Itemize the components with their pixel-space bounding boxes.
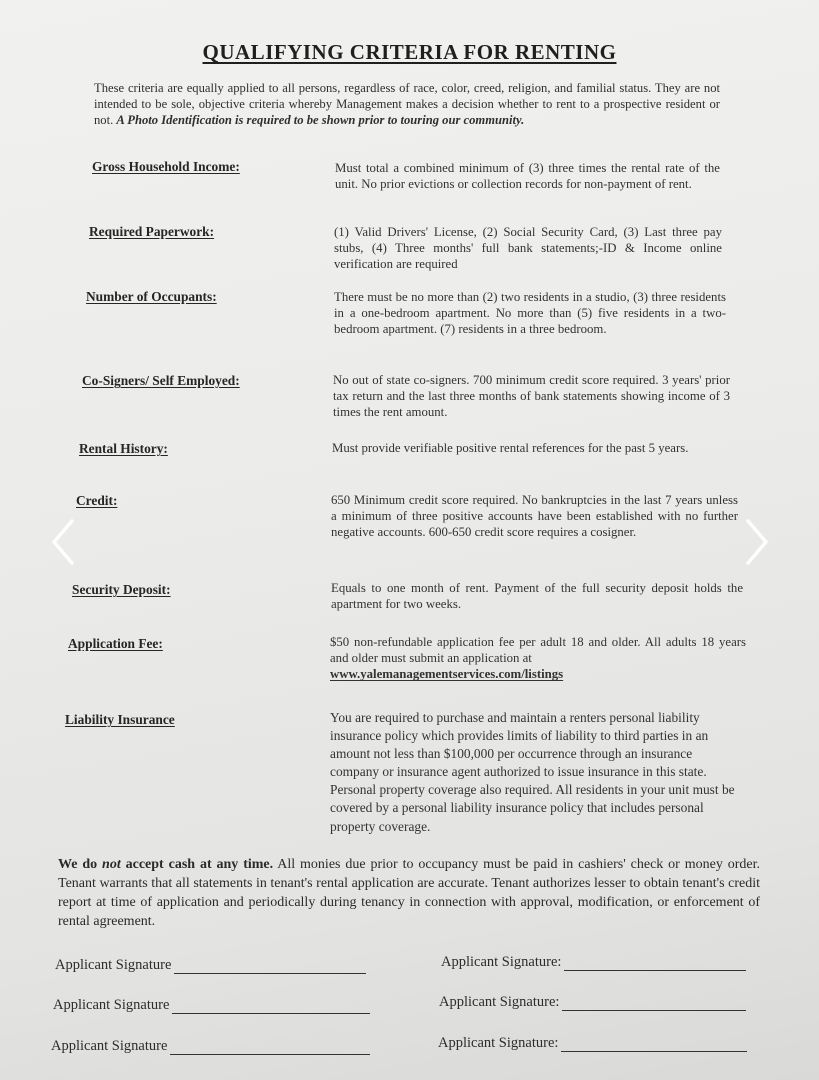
criterion-label: Number of Occupants: [86, 289, 217, 304]
signature-blank[interactable] [174, 961, 366, 974]
application-link[interactable]: www.yalemanagementservices.com/listings [330, 667, 564, 682]
next-image-button[interactable] [744, 518, 770, 566]
signature-label: Applicant Signature: [441, 954, 562, 970]
criterion-value: Must provide verifiable positive rental references for the past 5 years. [332, 441, 689, 455]
criterion-value: (1) Valid Drivers' License, (2) Social Security Card, (3) Last three pay stubs, (4) Three months' full bank statements;-ID & Income online verification are required [334, 225, 722, 272]
criterion-label: Security Deposit: [72, 582, 171, 597]
signature-label: Applicant Signature [55, 957, 172, 973]
notice-not: not [102, 857, 121, 872]
criterion-label: Application Fee: [68, 636, 163, 651]
signature-blank[interactable] [170, 1042, 370, 1055]
criterion-value: There must be no more than (2) two residents in a studio, (3) three residents in a one-bedroom apartment. No more than (5) five residents in a two-bedroom apartment. (7) residents in a three bedroom. [334, 290, 726, 337]
signature-label: Applicant Signature: [439, 994, 560, 1010]
signature-blank[interactable] [562, 998, 746, 1011]
page-title: QUALIFYING CRITERIA FOR RENTING [202, 40, 617, 64]
signature-blank[interactable] [172, 1001, 370, 1014]
signature-line[interactable] [53, 997, 370, 1014]
previous-image-button[interactable] [50, 518, 76, 566]
chevron-right-icon [744, 518, 770, 566]
signature-line[interactable] [439, 994, 746, 1011]
intro-emphasis: A Photo Identification is required to be shown prior to touring our community. [116, 113, 525, 127]
signature-label: Applicant Signature [51, 1038, 168, 1054]
criterion-value: 650 Minimum credit score required. No bankruptcies in the last 7 years unless a minimum of three positive accounts have been established with no further negative accounts. 600-650 credit score requires a cosigner. [331, 493, 738, 540]
chevron-left-icon [50, 518, 76, 566]
intro-paragraph [94, 80, 720, 128]
signature-line[interactable] [55, 957, 366, 974]
criterion-value: Equals to one month of rent. Payment of the full security deposit holds the apartment for two weeks. [331, 581, 743, 612]
criterion-value: Must total a combined minimum of (3) three times the rental rate of the unit. No prior evictions or collection records for non-payment of rent. [335, 161, 720, 192]
signature-label: Applicant Signature: [438, 1035, 559, 1051]
criterion-label: Required Paperwork: [89, 224, 215, 239]
criterion-label: Gross Household Income: [92, 159, 240, 174]
criterion-label: Liability Insurance [65, 712, 175, 727]
criterion-label: Credit: [76, 493, 118, 508]
criterion-value [330, 634, 746, 683]
signature-line[interactable] [441, 954, 746, 971]
criterion-value: No out of state co-signers. 700 minimum credit score required. 3 years' prior tax return and the last three months of bank statements showing income of 3 times the rent amount. [333, 373, 730, 420]
criterion-label: Rental History: [79, 441, 168, 456]
notice-body: All monies due prior to occupancy must be paid in cashiers' check or money order. Tenant warrants that all statements in tenant's rental application are accurate. Tenant authorizes lesser to obtain tenant's credit report at time of application and periodically during tenancy in connection with approval, modification, or enforcement of rental agreement. [58, 857, 761, 929]
intro-text: These criteria are equally applied to all persons, regardless of race, color, creed, religion, and familial status. They are not intended to be sole, objective criteria whereby Management makes a decision whether to rent to a prospective resident or not. [94, 81, 720, 127]
criterion-text: $50 non-refundable application fee per adult 18 and older. All adults 18 years and older must submit an application at [330, 635, 746, 666]
criterion-label: Co-Signers/ Self Employed: [82, 373, 240, 388]
criterion-value: You are required to purchase and maintain a renters personal liability insurance policy which provides limits of liability to third parties in an amount not less than $100,000 per occurrence through an insurance company or insurance agent authorized to issue insurance in this state. Personal property coverage also required. All residents in your unit must be covered by a personal liability insurance policy that includes personal property coverage. [330, 710, 735, 834]
payment-notice [58, 855, 760, 931]
notice-lead: We do [58, 857, 98, 872]
signature-line[interactable] [438, 1035, 747, 1052]
signature-line[interactable] [51, 1038, 370, 1055]
signature-blank[interactable] [564, 958, 746, 971]
signature-label: Applicant Signature [53, 997, 170, 1013]
signature-blank[interactable] [561, 1039, 747, 1052]
notice-lead-end: accept cash at any time. [125, 857, 274, 872]
